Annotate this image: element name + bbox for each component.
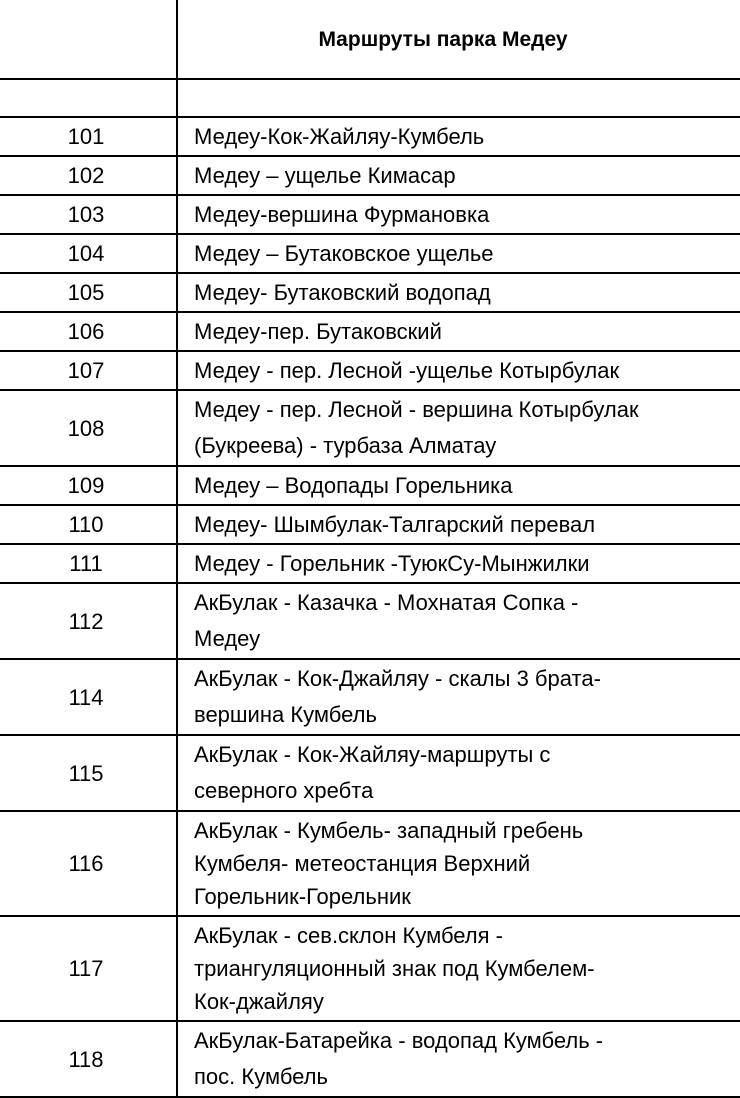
route-name-cell[interactable] [177, 659, 740, 735]
route-name-cell[interactable] [177, 1021, 740, 1097]
route-name-cell[interactable] [177, 195, 740, 234]
table-row [0, 117, 740, 156]
route-name-line: северного хребта [194, 778, 374, 803]
route-name-line: АкБулак - Кумбель- западный гребень [194, 818, 584, 843]
route-number-cell[interactable]: 115 [0, 735, 177, 811]
route-name-line: Медеу-вершина Фурмановка [194, 201, 490, 227]
route-name-line: Медеу [194, 626, 261, 651]
route-name-line: АкБулак-Батарейка - водопад Кумбель - [194, 1028, 604, 1053]
table-row [0, 735, 740, 811]
route-name-line: Медеу-Кок-Жайляу-Кумбель [194, 123, 485, 149]
route-name-cell[interactable] [177, 390, 740, 466]
header-row [0, 0, 740, 79]
route-name-cell[interactable] [177, 156, 740, 195]
route-name-cell[interactable] [177, 466, 740, 505]
route-name-cell[interactable] [177, 735, 740, 811]
route-number-cell[interactable]: 112 [0, 583, 177, 659]
table-row [0, 544, 740, 583]
blank-row [0, 79, 740, 117]
table-row [0, 916, 740, 1021]
route-number-cell[interactable]: 116 [0, 811, 177, 916]
table-row [0, 351, 740, 390]
table-row [0, 156, 740, 195]
route-name-cell[interactable] [177, 351, 740, 390]
table-row [0, 1021, 740, 1097]
route-number-cell[interactable]: 109 [0, 466, 177, 505]
route-name-line: триангуляционный знак под Кумбелем- [194, 956, 595, 981]
table-row [0, 273, 740, 312]
route-number-cell[interactable]: 107 [0, 351, 177, 390]
table-row [0, 466, 740, 505]
route-name-line: АкБулак - Кок-Жайляу-маршруты с [194, 742, 551, 767]
table-row [0, 312, 740, 351]
route-number-cell[interactable]: 101 [0, 117, 177, 156]
route-name-line: Кумбеля- метеостанция Верхний [194, 851, 531, 876]
route-name-line: Медеу – ущелье Кимасар [194, 162, 456, 188]
table-row [0, 234, 740, 273]
route-name-line: Медеу - пер. Лесной -ущелье Котырбулак [194, 357, 620, 383]
blank-route-cell[interactable] [177, 79, 740, 117]
route-name-line: пос. Кумбель [194, 1064, 328, 1089]
route-name-line: Медеу – Водопады Горельника [194, 472, 513, 498]
route-number-cell[interactable]: 118 [0, 1021, 177, 1097]
route-name-line: Медеу- Шымбулак-Талгарский перевал [194, 511, 596, 537]
route-name-cell[interactable] [177, 811, 740, 916]
table-row [0, 195, 740, 234]
route-name-line: АкБулак - Казачка - Мохнатая Сопка - [194, 590, 579, 615]
route-name-line: Медеу- Бутаковский водопад [194, 279, 491, 305]
table-row [0, 659, 740, 735]
route-name-cell[interactable] [177, 234, 740, 273]
route-number-cell[interactable]: 108 [0, 390, 177, 466]
route-number-cell[interactable]: 117 [0, 916, 177, 1021]
route-name-line: Медеу – Бутаковское ущелье [194, 240, 494, 266]
route-name-cell[interactable] [177, 312, 740, 351]
route-name-line: Горельник-Горельник [194, 884, 411, 909]
route-number-cell[interactable]: 102 [0, 156, 177, 195]
blank-number-cell[interactable] [0, 79, 177, 117]
route-name-line: АкБулак - Кок-Джайляу - скалы 3 брата- [194, 666, 601, 691]
route-number-cell[interactable]: 104 [0, 234, 177, 273]
route-number-cell[interactable]: 110 [0, 505, 177, 544]
table-row [0, 583, 740, 659]
route-name-line: Кок-джайляу [194, 989, 324, 1014]
table-row [0, 390, 740, 466]
route-number-cell[interactable]: 114 [0, 659, 177, 735]
table-row [0, 811, 740, 916]
header-number-cell[interactable] [0, 0, 177, 79]
route-name-cell[interactable] [177, 505, 740, 544]
route-number-cell[interactable]: 111 [0, 544, 177, 583]
table-row [0, 505, 740, 544]
route-number-cell[interactable]: 106 [0, 312, 177, 351]
route-name-cell[interactable] [177, 544, 740, 583]
route-number-cell[interactable]: 105 [0, 273, 177, 312]
route-name-line: Медеу-пер. Бутаковский [194, 318, 442, 344]
route-name-cell[interactable] [177, 117, 740, 156]
route-name-line: Медеу - Горельник -ТуюкСу-Мынжилки [194, 550, 590, 576]
route-name-line: Медеу - пер. Лесной - вершина Котырбулак [194, 397, 639, 422]
route-name-cell[interactable] [177, 916, 740, 1021]
route-name-line: АкБулак - сев.склон Кумбеля - [194, 923, 503, 948]
route-name-cell[interactable] [177, 273, 740, 312]
route-number-cell[interactable]: 103 [0, 195, 177, 234]
route-name-cell[interactable] [177, 583, 740, 659]
header-title-cell[interactable]: Маршруты парка Медеу [177, 0, 740, 79]
route-name-line: (Букреева) - турбаза Алматау [194, 433, 497, 458]
route-name-line: вершина Кумбель [194, 702, 377, 727]
